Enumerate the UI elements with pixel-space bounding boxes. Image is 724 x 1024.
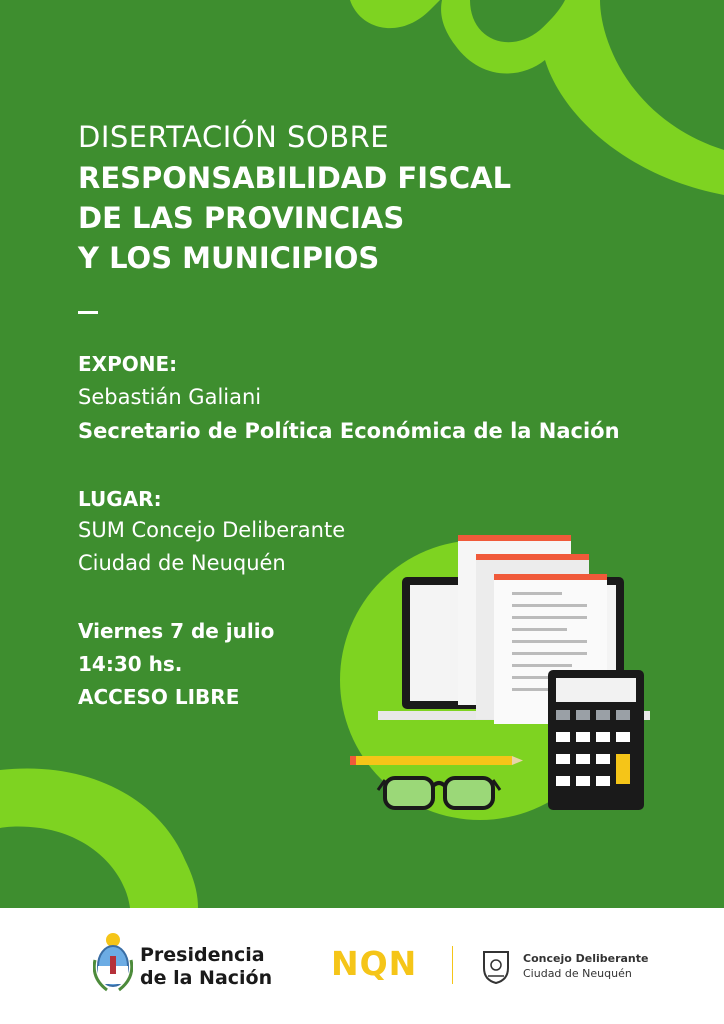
presidencia-line-2: de la Nación [140, 967, 273, 989]
speaker-label: EXPONE: [78, 352, 178, 376]
footer [0, 908, 724, 1024]
top-swirl [350, 0, 440, 28]
event-date: Viernes 7 de julio [78, 619, 275, 643]
event-access: ACCESO LIBRE [78, 685, 240, 709]
venue-place: SUM Concejo Deliberante [78, 518, 346, 542]
title-intro: DISERTACIÓN SOBRE [78, 120, 390, 154]
speaker-role: Secretario de Política Económica de la Nación [78, 419, 620, 443]
concejo-escudo-icon [480, 948, 512, 984]
title-main [78, 158, 511, 278]
title-line-2: DE LAS PROVINCIAS [78, 201, 405, 235]
title-line-3: Y LOS MUNICIPIOS [78, 241, 380, 275]
bottom-swirl [0, 768, 198, 908]
separator-dash [78, 311, 98, 314]
venue-label: LUGAR: [78, 487, 162, 511]
escudo-argentina-icon [93, 930, 133, 994]
presidencia-line-1: Presidencia [140, 944, 265, 966]
event-time: 14:30 hs. [78, 652, 183, 676]
concejo-title: Concejo Deliberante [523, 952, 649, 965]
nqn-logo: NQN [331, 944, 418, 983]
venue-city: Ciudad de Neuquén [78, 551, 286, 575]
concejo-subtitle: Ciudad de Neuquén [523, 967, 632, 980]
speaker-name: Sebastián Galiani [78, 385, 262, 409]
presidencia-logo-text [140, 944, 272, 990]
footer-divider [452, 946, 453, 984]
title-line-1: RESPONSABILIDAD FISCAL [78, 161, 512, 195]
calculator-icon [548, 670, 644, 810]
illustration [340, 530, 670, 830]
pencil-icon [350, 756, 523, 765]
